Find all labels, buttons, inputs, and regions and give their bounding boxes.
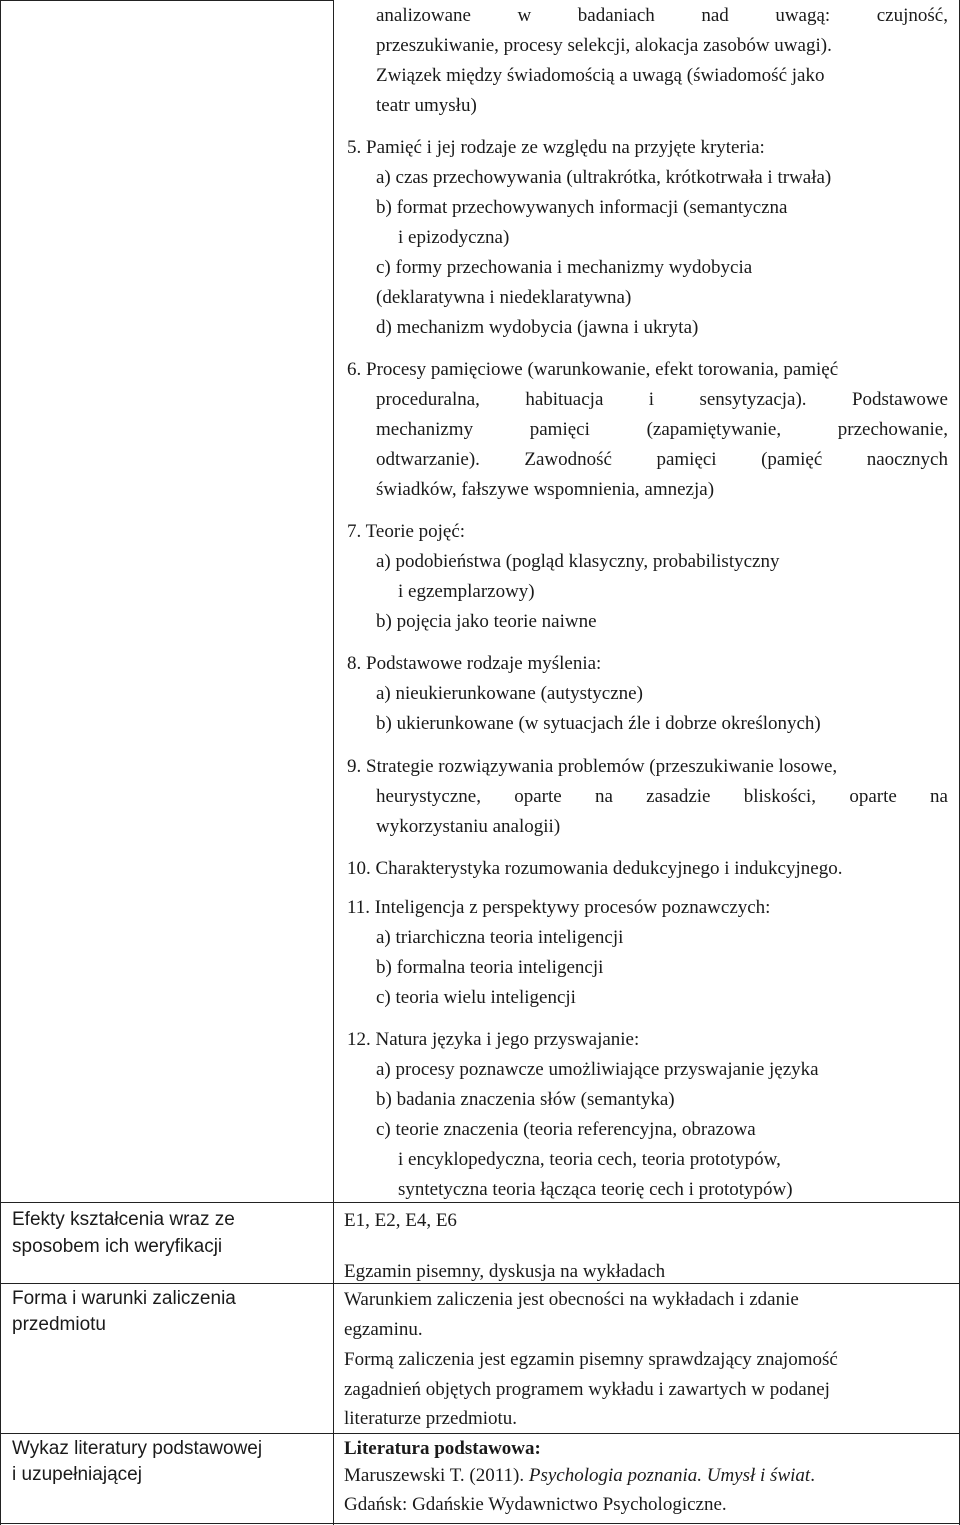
word: naocznych xyxy=(866,449,948,470)
item-5-d: d) mechanizm wydobycia (jawna i ukryta) xyxy=(376,317,699,338)
literatura-heading xyxy=(344,1439,541,1459)
word: sensytyzacja). xyxy=(699,389,807,410)
word: odtwarzanie). xyxy=(376,449,480,470)
word: uwagą: xyxy=(775,5,831,26)
item-5-c-cont: (deklaratywna i niedeklaratywna) xyxy=(376,287,632,308)
item-5-b: b) format przechowywanych informacji (semantyczna xyxy=(376,197,788,218)
item-11-b: b) formalna teoria inteligencji xyxy=(376,957,604,978)
forma-value-line4: Formą zaliczenia jest egzamin pisemny sprawdzający znajomość xyxy=(344,1349,838,1370)
item-12-c-cont2: syntetyczna teoria łącząca teorię cech i prototypów) xyxy=(398,1179,793,1200)
word: w xyxy=(517,5,532,26)
content-intro-line1 xyxy=(376,6,948,26)
item-9-line3: wykorzystaniu analogii) xyxy=(376,816,561,837)
word: mechanizmy xyxy=(376,419,474,440)
row-divider-efekty xyxy=(0,1202,960,1203)
item-5-b-cont: i epizodyczna) xyxy=(398,227,510,248)
item-8-a: a) nieukierunkowane (autystyczne) xyxy=(376,683,643,704)
item-11-a: a) triarchiczna teoria inteligencji xyxy=(376,927,624,948)
content-intro-line3: Związek między świadomością a uwagą (świadomość jako xyxy=(376,65,825,86)
item-7-a: a) podobieństwa (pogląd klasyczny, probabilistyczny xyxy=(376,551,780,572)
forma-value-line1: Egzamin pisemny, dyskusja na wykładach xyxy=(344,1261,666,1282)
row-label-efekty-line1: Efekty kształcenia wraz ze xyxy=(12,1209,235,1230)
literatura-publisher: Gdańsk: Gdańskie Wydawnictwo Psychologiczne. xyxy=(344,1494,727,1515)
row-divider-forma xyxy=(0,1283,960,1284)
item-6-line4 xyxy=(376,450,948,470)
content-intro-line2: przeszukiwanie, procesy selekcji, alokacja zasobów uwagi). xyxy=(376,35,832,56)
item-6-line3 xyxy=(376,420,948,440)
item-5-c: c) formy przechowania i mechanizmy wydobycia xyxy=(376,257,753,278)
word: habituacja xyxy=(525,389,604,410)
literatura-citation xyxy=(344,1466,815,1486)
item-7-b: b) pojęcia jako teorie naiwne xyxy=(376,611,597,632)
word: i xyxy=(648,389,655,410)
item-12-c: c) teorie znaczenia (teoria referencyjna, obrazowa xyxy=(376,1119,756,1140)
word: oparte xyxy=(514,786,562,807)
literatura-author: Maruszewski T. (2011). xyxy=(344,1465,529,1486)
row-label-forma-line1: Forma i warunki zaliczenia xyxy=(12,1288,236,1309)
literatura-title: Psychologia poznania. Umysł i świat xyxy=(528,1465,811,1486)
row-label-forma-line2: przedmiotu xyxy=(12,1314,106,1335)
forma-value-line5: zagadnień objętych programem wykładu i zawartych w podanej xyxy=(344,1379,830,1400)
table-border-top-left xyxy=(0,0,334,1)
item-8-b: b) ukierunkowane (w sytuacjach źle i dobrze określonych) xyxy=(376,713,821,734)
item-5-heading: 5. Pamięć i jej rodzaje ze względu na przyjęte kryteria: xyxy=(347,137,765,158)
word: badaniach xyxy=(577,5,655,26)
row-label-efekty-line2: sposobem ich weryfikacji xyxy=(12,1236,223,1257)
word: analizowane xyxy=(376,5,471,26)
word: nad xyxy=(701,5,729,26)
item-10: 10. Charakterystyka rozumowania dedukcyjnego i indukcyjnego. xyxy=(347,858,843,879)
item-12-c-cont1: i encyklopedyczna, teoria cech, teoria prototypów, xyxy=(398,1149,781,1170)
word: Zawodność xyxy=(524,449,612,470)
forma-value-line6: literaturze przedmiotu. xyxy=(344,1408,518,1429)
forma-value-line2: Warunkiem zaliczenia jest obecności na wykładach i zdanie xyxy=(344,1289,799,1310)
literatura-heading-text: Literatura podstawowa: xyxy=(344,1438,541,1459)
item-7-heading: 7. Teorie pojęć: xyxy=(347,521,466,542)
row-label-wykaz-line2: i uzupełniającej xyxy=(12,1464,142,1485)
word: pamięci xyxy=(529,419,590,440)
item-11-heading: 11. Inteligencja z perspektywy procesów poznawczych: xyxy=(347,897,771,918)
item-9-line1: 9. Strategie rozwiązywania problemów (przeszukiwanie losowe, xyxy=(347,756,838,777)
item-6-line5: świadków, fałszywe wspomnienia, amnezja) xyxy=(376,479,715,500)
table-column-divider xyxy=(333,0,334,1525)
word: pamięci xyxy=(656,449,717,470)
word: heurystyczne, xyxy=(376,786,481,807)
item-12-b: b) badania znaczenia słów (semantyka) xyxy=(376,1089,675,1110)
word: na xyxy=(594,786,613,807)
word: (zapamiętywanie, xyxy=(646,419,782,440)
item-6-line2 xyxy=(376,390,948,410)
item-11-c: c) teoria wielu inteligencji xyxy=(376,987,576,1008)
word: oparte xyxy=(849,786,897,807)
item-5-a: a) czas przechowywania (ultrakrótka, krótkotrwała i trwała) xyxy=(376,167,832,188)
item-7-a-cont: i egzemplarzowy) xyxy=(398,581,535,602)
forma-value-line3: egzaminu. xyxy=(344,1319,423,1340)
word: przechowanie, xyxy=(837,419,948,440)
word: (pamięć xyxy=(761,449,823,470)
word: proceduralna, xyxy=(376,389,480,410)
row-divider-wykaz xyxy=(0,1433,960,1434)
item-12-heading: 12. Natura języka i jego przyswajanie: xyxy=(347,1029,640,1050)
row-label-wykaz-line1: Wykaz literatury podstawowej xyxy=(12,1438,263,1459)
literatura-title-end: . xyxy=(810,1465,815,1486)
word: bliskości, xyxy=(743,786,817,807)
table-border-bottom xyxy=(0,1523,960,1524)
word: na xyxy=(930,786,948,807)
item-6-line1: 6. Procesy pamięciowe (warunkowanie, efekt torowania, pamięć xyxy=(347,359,839,380)
word: Podstawowe xyxy=(851,389,948,410)
content-intro-line4: teatr umysłu) xyxy=(376,95,477,116)
table-border-left xyxy=(0,0,1,1525)
item-9-line2 xyxy=(376,787,948,807)
item-8-heading: 8. Podstawowe rodzaje myślenia: xyxy=(347,653,602,674)
word: czujność, xyxy=(876,5,948,26)
efekty-value: E1, E2, E4, E6 xyxy=(344,1210,457,1231)
item-12-a: a) procesy poznawcze umożliwiające przyswajanie języka xyxy=(376,1059,819,1080)
word: zasadzie xyxy=(646,786,711,807)
